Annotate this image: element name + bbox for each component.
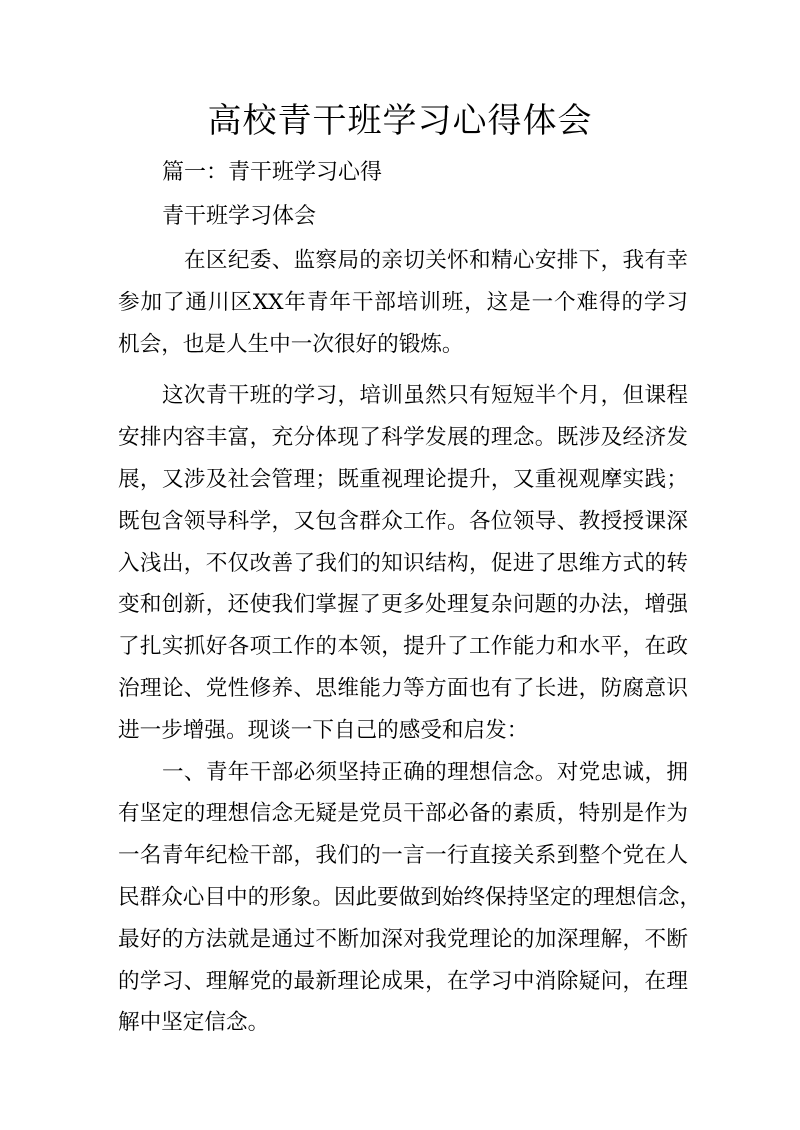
paragraph-point-one <box>118 752 702 1045</box>
text-line: 民群众心目中的形象。因此要做到始终保持坚定的理想信念， <box>118 884 702 910</box>
document-title: 高校青干班学习心得体会 <box>207 101 593 141</box>
text-line: 的学习、理解党的最新理论成果，在学习中消除疑问，在理 <box>118 968 688 994</box>
text-line: 参加了通川区XX年青年干部培训班，这是一个难得的学习 <box>118 289 688 315</box>
text-line: 一名青年纪检干部，我们的一言一行直接关系到整个党在人 <box>118 843 688 869</box>
paragraph-gap <box>118 365 688 375</box>
subheading-article-one: 篇一：青干班学习心得 <box>162 160 383 185</box>
text-line: 展，又涉及社会管理；既重视理论提升，又重视观摩实践； <box>118 466 688 492</box>
text-line: 治理论、党性修养、思维能力等方面也有了长进，防腐意识 <box>118 675 688 701</box>
subheading-study-experience: 青干班学习体会 <box>162 204 317 229</box>
paragraph-course-summary <box>118 375 688 751</box>
document-body <box>118 240 702 1044</box>
text-line: 变和创新，还使我们掌握了更多处理复杂问题的办法，增强 <box>118 592 688 618</box>
text-line: 在区纪委、监察局的亲切关怀和精心安排下，我有幸 <box>184 248 688 273</box>
text-line: 一、青年干部必须坚持正确的理想信念。对党忠诚，拥 <box>162 759 688 785</box>
text-line: 入浅出，不仅改善了我们的知识结构，促进了思维方式的转 <box>118 550 688 576</box>
text-line: 机会，也是人生中一次很好的锻炼。 <box>118 331 464 357</box>
text-line: 既包含领导科学，又包含群众工作。各位领导、教授授课深 <box>118 508 688 534</box>
text-line: 安排内容丰富，充分体现了科学发展的理念。既涉及经济发 <box>118 425 688 451</box>
text-line: 这次青干班的学习，培训虽然只有短短半个月，但课程 <box>162 383 688 409</box>
text-line: 解中坚定信念。 <box>118 1010 270 1036</box>
text-line: 进一步增强。现谈一下自己的感受和启发： <box>118 717 529 743</box>
text-line: 了扎实抓好各项工作的本领，提升了工作能力和水平，在政 <box>118 634 688 660</box>
paragraph-intro <box>118 240 688 365</box>
text-line: 有坚定的理想信念无疑是党员干部必备的素质，特别是作为 <box>118 801 688 827</box>
text-line: 最好的方法就是通过不断加深对我党理论的加深理解，不断 <box>118 926 688 952</box>
